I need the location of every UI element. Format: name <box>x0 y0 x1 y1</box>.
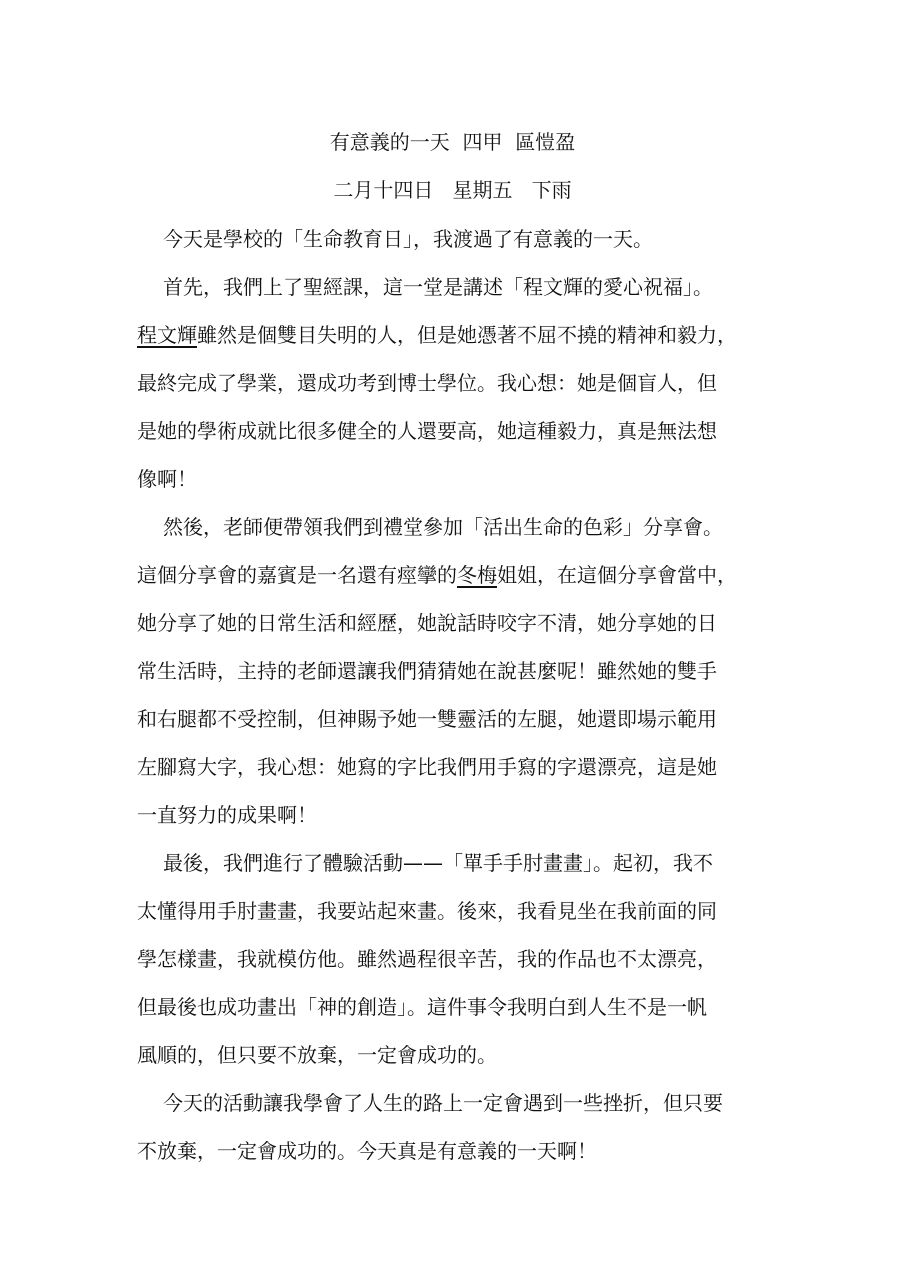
essay-line <box>137 945 717 973</box>
essay-line <box>137 1041 497 1069</box>
essay-line <box>137 561 737 589</box>
text-run: 雖然是個雙目失明的人，但是她憑著不屈不撓的精神和毅力， <box>197 323 737 347</box>
text-run: 一直努力的成果啊！ <box>137 803 317 827</box>
text-run: 但最後也成功畫出「神的創造」。這件事令我明白到人生不是一帆 <box>137 995 707 1019</box>
text-run: 這個分享會的嘉賓是一名還有痙攣的 <box>137 563 457 587</box>
essay-line <box>137 1137 597 1165</box>
essay-line <box>163 513 723 541</box>
text-run: 太懂得用手肘畫畫，我要站起來畫。後來，我看見坐在我前面的同 <box>137 899 717 923</box>
text-run: 是她的學術成就比很多健全的人還要高，她這種毅力，真是無法想 <box>137 419 717 443</box>
essay-line <box>137 753 717 781</box>
underlined-name: 冬梅 <box>457 563 497 587</box>
essay-line <box>137 993 707 1021</box>
essay-line <box>137 321 737 349</box>
text-run: 像啊！ <box>137 467 197 491</box>
text-run: 今天的活動讓我學會了人生的路上一定會遇到一些挫折，但只要 <box>163 1091 723 1115</box>
essay-line <box>137 801 317 829</box>
text-run: 然後，老師便帶領我們到禮堂參加「活出生命的色彩」分享會。 <box>163 515 723 539</box>
text-run: 她分享了她的日常生活和經歷，她說話時咬字不清，她分享她的日 <box>137 611 717 635</box>
text-run: 和右腿都不受控制，但神賜予她一雙靈活的左腿，她還即場示範用 <box>137 707 717 731</box>
text-run: 姐姐，在這個分享會當中， <box>497 563 737 587</box>
essay-line <box>163 849 713 877</box>
essay-line <box>163 273 713 301</box>
text-run: 首先，我們上了聖經課，這一堂是講述「程文輝的愛心祝福」。 <box>163 275 713 299</box>
essay-line <box>137 465 197 493</box>
text-run: 左腳寫大字，我心想：她寫的字比我們用手寫的字還漂亮，這是她 <box>137 755 717 779</box>
text-run: 風順的，但只要不放棄，一定會成功的。 <box>137 1043 497 1067</box>
text-run: 最終完成了學業，還成功考到博士學位。我心想：她是個盲人，但 <box>137 371 717 395</box>
text-run: 常生活時，主持的老師還讓我們猜猜她在說甚麼呢！雖然她的雙手 <box>137 659 717 683</box>
essay-line <box>163 225 653 253</box>
underlined-name: 程文輝 <box>137 323 197 347</box>
essay-line <box>163 1089 723 1117</box>
essay-line <box>137 705 717 733</box>
text-run: 今天是學校的「生命教育日」，我渡過了有意義的一天。 <box>163 227 653 251</box>
essay-dateline: 二月十四日 星期五 下雨 <box>333 178 572 202</box>
essay-title: 有意義的一天 四甲 區愷盈 <box>329 130 576 154</box>
essay-line <box>137 897 717 925</box>
essay-line <box>137 657 717 685</box>
text-run: 不放棄，一定會成功的。今天真是有意義的一天啊！ <box>137 1139 597 1163</box>
essay-line <box>137 609 717 637</box>
text-run: 學怎樣畫，我就模仿他。雖然過程很辛苦，我的作品也不太漂亮， <box>137 947 717 971</box>
text-run: 最後，我們進行了體驗活動——「單手手肘畫畫」。起初，我不 <box>163 851 713 875</box>
essay-line <box>137 417 717 445</box>
essay-line <box>137 369 717 397</box>
